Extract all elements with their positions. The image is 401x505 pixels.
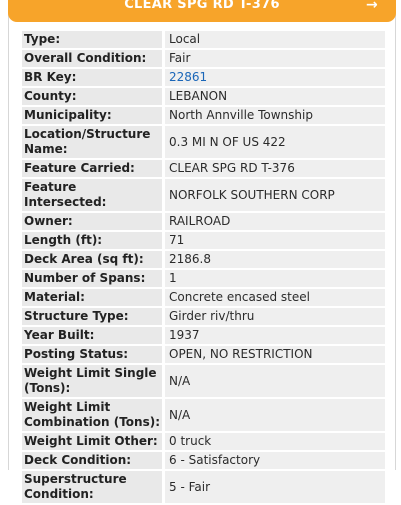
bridge-details-table (22, 31, 385, 505)
field-value: Girder riv/thru (165, 308, 385, 325)
row-material (22, 289, 385, 306)
row-owner (22, 213, 385, 230)
field-label: Overall Condition: (22, 50, 162, 67)
row-weight-limit-other (22, 433, 385, 450)
field-value-cell (165, 69, 385, 86)
field-value: 71 (165, 232, 385, 249)
field-label: Structure Type: (22, 308, 162, 325)
row-feature-intersected (22, 179, 385, 211)
field-label: Feature Intersected: (22, 179, 162, 211)
row-deck-area (22, 251, 385, 268)
field-value: Concrete encased steel (165, 289, 385, 306)
row-year-built (22, 327, 385, 344)
row-overall-condition (22, 50, 385, 67)
row-structure-type (22, 308, 385, 325)
field-value: 6 - Satisfactory (165, 452, 385, 469)
row-municipality (22, 107, 385, 124)
field-value: 1 (165, 270, 385, 287)
field-value: Fair (165, 50, 385, 67)
field-value: RAILROAD (165, 213, 385, 230)
row-weight-limit-single (22, 365, 385, 397)
field-label: Year Built: (22, 327, 162, 344)
field-value: 1937 (165, 327, 385, 344)
row-superstructure-condition (22, 471, 385, 503)
field-value: Local (165, 31, 385, 48)
field-label: Weight Limit Combination (Tons): (24, 400, 161, 429)
field-label: Type: (22, 31, 162, 48)
row-posting-status (22, 346, 385, 363)
field-label: Superstructure Condition: (22, 471, 162, 503)
field-value: 0.3 MI N OF US 422 (165, 126, 385, 158)
field-label: Posting Status: (22, 346, 162, 363)
field-value: N/A (165, 365, 385, 397)
field-label: Material: (22, 289, 162, 306)
field-value: North Annville Township (165, 107, 385, 124)
field-value: N/A (165, 399, 385, 431)
field-value: OPEN, NO RESTRICTION (165, 346, 385, 363)
row-county (22, 88, 385, 105)
field-value: NORFOLK SOUTHERN CORP (165, 179, 385, 211)
field-label: Deck Condition: (22, 452, 162, 469)
arrow-right-icon[interactable]: → (365, 0, 378, 13)
field-label: Length (ft): (22, 232, 162, 249)
field-label: Weight Limit Other: (22, 433, 162, 450)
row-location-structure-name (22, 126, 385, 158)
field-label: Municipality: (22, 107, 162, 124)
row-length (22, 232, 385, 249)
field-label: Deck Area (sq ft): (22, 251, 162, 268)
bridge-title: CLEAR SPG RD T-376 (124, 0, 280, 12)
br-key-link[interactable]: 22861 (169, 70, 208, 84)
field-label: Weight Limit Single (Tons): (22, 365, 162, 397)
field-value: LEBANON (165, 88, 385, 105)
row-weight-limit-combination (22, 399, 385, 431)
bridge-title-bar[interactable] (8, 0, 396, 22)
row-type (22, 31, 385, 48)
field-value: CLEAR SPG RD T-376 (165, 160, 385, 177)
field-label: County: (22, 88, 162, 105)
row-feature-carried (22, 160, 385, 177)
row-deck-condition (22, 452, 385, 469)
field-label: Location/Structure Name: (22, 126, 162, 158)
field-value: 5 - Fair (165, 471, 385, 503)
field-value: 0 truck (165, 433, 385, 450)
field-label: BR Key: (22, 69, 162, 86)
field-label: Number of Spans: (22, 270, 162, 287)
row-br-key (22, 69, 385, 86)
field-label: Owner: (22, 213, 162, 230)
field-value: 2186.8 (165, 251, 385, 268)
row-number-of-spans (22, 270, 385, 287)
field-label: Feature Carried: (22, 160, 162, 177)
